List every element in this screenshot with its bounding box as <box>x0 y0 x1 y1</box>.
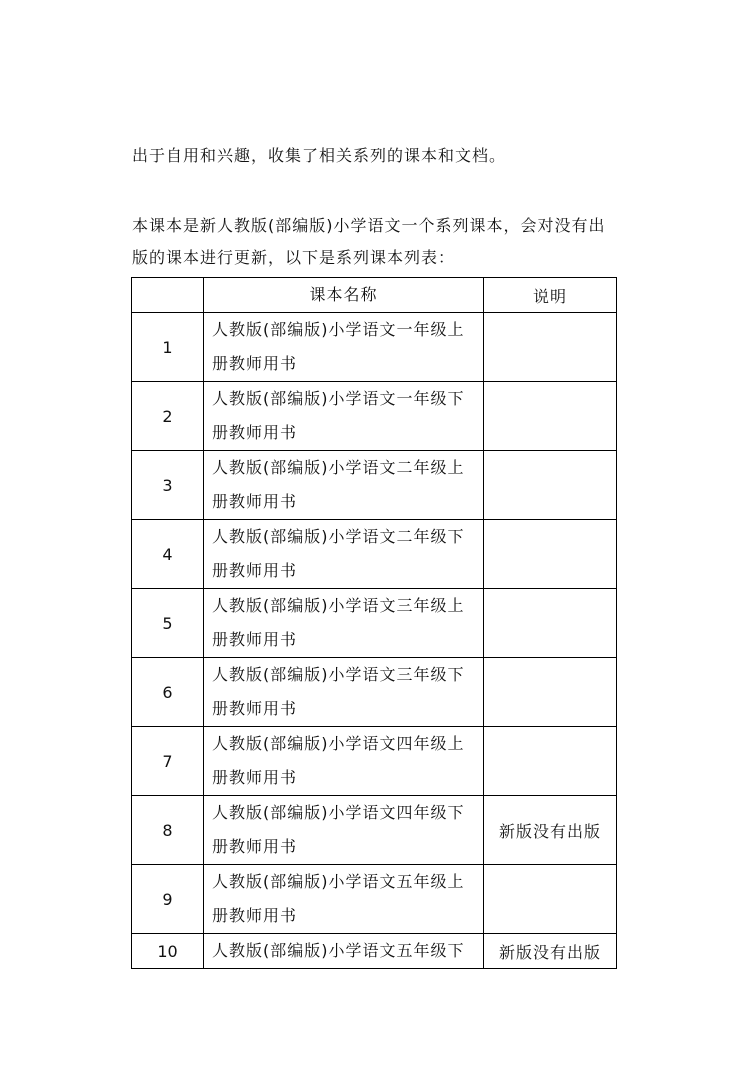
table-row <box>132 382 617 451</box>
intro-line-2: 本课本是新人教版(部编版)小学语文一个系列课本，会对没有出版的课本进行更新，以下是系列课本列表： <box>132 216 606 267</box>
row-textbook-name: 人教版(部编版)小学语文一年级上册教师用书 <box>204 313 484 382</box>
row-note <box>484 313 617 382</box>
row-textbook-name: 人教版(部编版)小学语文五年级上册教师用书 <box>204 865 484 934</box>
row-textbook-name: 人教版(部编版)小学语文一年级下册教师用书 <box>204 382 484 451</box>
row-number: 3 <box>132 451 204 520</box>
row-note <box>484 865 617 934</box>
row-textbook-name: 人教版(部编版)小学语文四年级上册教师用书 <box>204 727 484 796</box>
textbook-table <box>131 277 617 969</box>
row-number: 5 <box>132 589 204 658</box>
table-header-row <box>132 278 617 313</box>
row-note <box>484 382 617 451</box>
row-note <box>484 658 617 727</box>
row-textbook-name: 人教版(部编版)小学语文三年级上册教师用书 <box>204 589 484 658</box>
table-row <box>132 796 617 865</box>
table-row <box>132 934 617 969</box>
row-note <box>484 589 617 658</box>
table-row <box>132 451 617 520</box>
header-number <box>132 278 204 313</box>
table-row <box>132 520 617 589</box>
row-note: 新版没有出版 <box>484 796 617 865</box>
row-number: 7 <box>132 727 204 796</box>
row-textbook-name: 人教版(部编版)小学语文二年级上册教师用书 <box>204 451 484 520</box>
intro-line-1: 出于自用和兴趣，收集了相关系列的课本和文档。 <box>132 146 507 165</box>
row-note <box>484 727 617 796</box>
row-number: 9 <box>132 865 204 934</box>
row-note <box>484 451 617 520</box>
row-textbook-name: 人教版(部编版)小学语文二年级下册教师用书 <box>204 520 484 589</box>
table-row <box>132 589 617 658</box>
row-number: 10 <box>132 934 204 969</box>
row-note <box>484 520 617 589</box>
header-textbook-name: 课本名称 <box>204 278 484 313</box>
row-number: 1 <box>132 313 204 382</box>
table-row <box>132 865 617 934</box>
row-textbook-name: 人教版(部编版)小学语文五年级下 <box>204 934 484 969</box>
row-textbook-name: 人教版(部编版)小学语文三年级下册教师用书 <box>204 658 484 727</box>
row-textbook-name: 人教版(部编版)小学语文四年级下册教师用书 <box>204 796 484 865</box>
table-row <box>132 313 617 382</box>
row-number: 4 <box>132 520 204 589</box>
table-row <box>132 658 617 727</box>
row-note: 新版没有出版 <box>484 934 617 969</box>
row-number: 2 <box>132 382 204 451</box>
row-number: 8 <box>132 796 204 865</box>
table-row <box>132 727 617 796</box>
row-number: 6 <box>132 658 204 727</box>
header-note: 说明 <box>484 278 617 313</box>
